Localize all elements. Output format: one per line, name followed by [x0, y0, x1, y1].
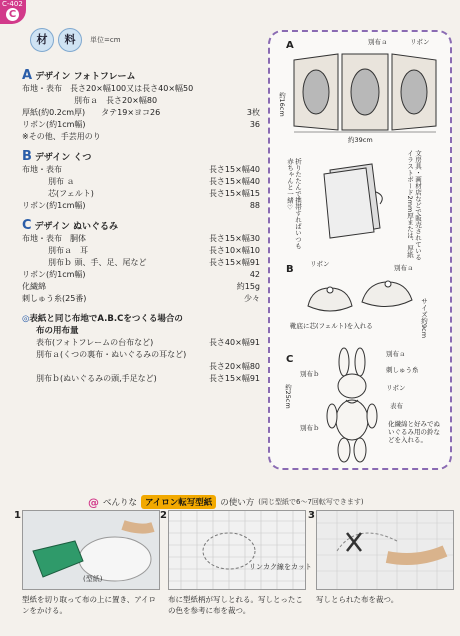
list-item: 別布ａ(くつの裏布・ぬいぐるみの耳など) [36, 350, 187, 359]
list-item: 化繊綿 約15g [22, 282, 260, 291]
step-3-photo [316, 510, 454, 590]
diagram-a-width: 約39cm [348, 136, 373, 144]
list-item: 刺しゅう糸(25番) 少々 [22, 294, 260, 303]
diagram-a-cloth: 別布ａ [368, 38, 388, 46]
step-3-caption: 写しとられた布を裁つ。 [316, 595, 399, 604]
list-item: 別布ｂ 頭、手、足、尾など 長さ15×幅91 [48, 258, 260, 267]
bunny-illustration [322, 348, 384, 464]
diagram-a-fold: 折りたたんで携帯すればいつも赤ちゃんと一緒♡ [286, 158, 302, 249]
list-item: 厚紙(約0.2cm厚) タテ19×ヨコ26 3枚 [22, 108, 260, 117]
step-1-caption: 型紙を切り取って布の上に置き、アイロンをかける。 [22, 595, 157, 615]
design-a-name: デザイン フォトフレーム [35, 72, 136, 82]
diagram-c-height: 約25cm [284, 384, 292, 409]
design-b-name: デザイン くつ [34, 153, 92, 163]
step-1-photo-label: (型紙) [83, 575, 103, 583]
corner-letter: C [6, 8, 19, 21]
list-item: 長さ20×幅80 [208, 362, 260, 371]
list-item: リボン(約1cm幅) 88 [22, 201, 260, 210]
list-item: 布地・表布 長さ15×幅40 [22, 165, 260, 174]
materials-list [22, 62, 260, 385]
design-b-title [22, 149, 260, 164]
shoes-illustration [304, 272, 416, 322]
diagram-c-cloth-b-2: 別布ｂ [300, 424, 320, 432]
step-3-number: 3 [308, 510, 315, 521]
diagram-a-label: A [286, 40, 294, 51]
page-code: C-402 [2, 0, 23, 8]
diagram-c-outer: 表布 [390, 402, 403, 410]
step-2-caption: 布に型紙柄が写しとれる。写しとったこの色を参考に布を裁つ。 [168, 595, 303, 615]
iron-photo [23, 511, 159, 589]
heading-char-2: 料 [58, 28, 82, 52]
list-item: ※その他、手芸用のり [22, 132, 101, 141]
materials-heading [30, 28, 121, 52]
unit-note: 単位=cm [90, 36, 121, 44]
list-item: 別布 ａ 長さ15×幅40 [48, 177, 260, 186]
design-c-name: デザイン ぬいぐるみ [34, 222, 119, 232]
step-2-photo-label: リンカク線をカット [249, 563, 312, 571]
step-1-photo [22, 510, 160, 590]
page-tab [0, 0, 26, 24]
transfer-highlight: アイロン転写型紙 [141, 495, 216, 509]
diagram-b-ribbon: リボン [310, 260, 330, 268]
grid-fabric-photo [169, 511, 312, 589]
step-1-number: 1 [14, 510, 21, 521]
step-2-photo [168, 510, 312, 590]
diagram-a-ribbon: リボン [410, 38, 430, 46]
design-b-letter: B [22, 149, 32, 164]
diagram-a-note: 文房具・画材店などで販売されているイラストボード2mm厚または、厚紙 [406, 150, 422, 261]
list-item: 別布ａ 耳 長さ10×幅10 [48, 246, 260, 255]
diagram-c-stitch: 刺しゅう糸 [386, 366, 419, 374]
heading-char-1: 材 [30, 28, 54, 52]
diagram-c-cloth-a: 別布ａ [386, 350, 406, 358]
diagram-c-ribbon: リボン [386, 384, 406, 392]
diagram-panel [268, 30, 452, 470]
diagram-c-label: C [286, 354, 294, 365]
diagram-a-height: 約16cm [278, 92, 286, 117]
list-item: 別布ｂ(ぬいぐるみの頭,手足など) 長さ15×幅91 [36, 374, 260, 383]
diagram-b-label: B [286, 264, 294, 275]
list-item: 布地・表布 胴体 長さ15×幅30 [22, 234, 260, 243]
diagram-c-filling: 化繊綿と好みでぬいぐるみ用の鈴などを入れる。 [388, 420, 440, 444]
diagram-b-core: 靴底に芯(フェルト)を入れる [290, 322, 373, 330]
design-a-title [22, 68, 260, 83]
list-item: 別布ａ 長さ20×幅80 [74, 96, 158, 105]
step-2-number: 2 [160, 510, 167, 521]
fabric-guide-title: ◎表紙と同じ布地でA.B.Cをつくる場合の 布の用布量 [22, 314, 183, 336]
list-item: リボン(約1cm幅) 36 [22, 120, 260, 129]
design-c-title [22, 218, 260, 233]
design-a-letter: A [22, 68, 33, 83]
list-item: 表布(フォトフレームの台布など) 長さ40×幅91 [36, 338, 260, 347]
diagram-b-size: サイズ約9cm [420, 298, 428, 339]
list-item: リボン(約1cm幅) 42 [22, 270, 260, 279]
transfer-section-title: @ べんりな アイロン転写型紙 の使い方 (同じ型紙で6〜7回転写できます) [88, 495, 364, 509]
design-c-letter: C [22, 218, 32, 233]
diagram-c-cloth-b-1: 別布ｂ [300, 370, 320, 378]
list-item: 布地・表布 長さ20×幅100又は長さ40×幅50 [22, 84, 194, 93]
cutting-photo [317, 511, 453, 589]
diagram-b-cloth: 別布ａ [394, 264, 414, 272]
photo-frame-illustration [290, 50, 440, 134]
list-item: 芯(フェルト) 長さ15×幅15 [48, 189, 260, 198]
folded-frame-illustration [320, 162, 390, 240]
